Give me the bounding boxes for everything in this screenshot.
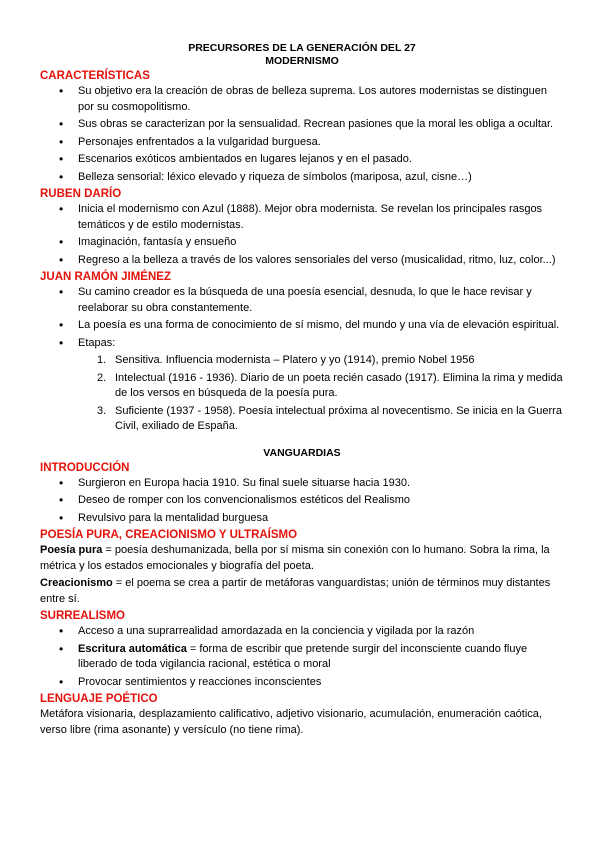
document-title xyxy=(40,42,564,68)
poesia-pura-paragraph xyxy=(40,543,564,574)
numbered-item xyxy=(97,404,564,435)
numbered-item xyxy=(97,371,564,402)
term-label: Escritura automática xyxy=(78,642,187,655)
surrealismo-list xyxy=(40,624,564,690)
list-item: • Su objetivo era la creación de obras de belleza suprema. Los autores modernistas se distinguen por su cosmopolitismo. xyxy=(78,84,564,115)
list-item: • Belleza sensorial: léxico elevado y riqueza de símbolos (mariposa, azul, cisne…) xyxy=(78,170,564,186)
item-number: 2. xyxy=(97,371,107,384)
item-text: Suficiente (1937 - 1958). Poesía intelectual próxima al novecentismo. Se inicia en la Guerra Civil, exiliado de España. xyxy=(115,404,562,432)
section-heading-introduccion: INTRODUCCIÓN xyxy=(40,461,130,474)
list-item xyxy=(78,642,564,673)
section-heading-lenguaje-poetico: LENGUAJE POÉTICO xyxy=(40,693,158,705)
lenguaje-poetico-paragraph: Metáfora visionaria, desplazamiento calificativo, adjetivo visionario, acumulación, enumeración caótica, verso libre (rima asonante) y versículo (no tiene rima). xyxy=(40,708,542,736)
list-item: • Surgieron en Europa hacia 1910. Su final suele situarse hacia 1930. xyxy=(78,476,564,492)
list-item: • Acceso a una suprarrealidad amordazada en la conciencia y vigilada por la razón xyxy=(78,624,564,640)
introduccion-list xyxy=(40,476,564,527)
list-item: • Sus obras se caracterizan por la sensualidad. Recrean pasiones que la moral les obliga a ocultar. xyxy=(78,117,564,133)
list-item: • Escenarios exóticos ambientados en lugares lejanos y en el pasado. xyxy=(78,152,564,168)
list-item: • Inicia el modernismo con Azul (1888). Mejor obra modernista. Se revelan los principales rasgos temáticos y de estilo modernistas. xyxy=(78,202,564,233)
list-item: • Personajes enfrentados a la vulgaridad burguesa. xyxy=(78,135,564,151)
section-heading-caracteristicas: CARACTERÍSTICAS xyxy=(40,70,150,82)
caracteristicas-list xyxy=(40,84,564,185)
vanguardias-title: VANGUARDIAS xyxy=(263,446,341,459)
term-definition: = el poema se crea a partir de metáforas vanguardistas; unión de términos muy distantes entre sí. xyxy=(40,577,551,605)
list-item: • Provocar sentimientos y reacciones inconscientes xyxy=(78,675,564,691)
item-number: 3. xyxy=(97,404,107,417)
section-heading-poesia-pura: POESÍA PURA, CREACIONISMO Y ULTRAÍSMO xyxy=(40,529,298,541)
item-number: 1. xyxy=(97,354,107,366)
ruben-dario-list xyxy=(40,202,564,268)
list-item: • Su camino creador es la búsqueda de una poesía esencial, desnuda, lo que le hace revisar y reelaborar su obra constantemente. xyxy=(78,285,564,316)
title-line-2: MODERNISMO xyxy=(265,55,339,67)
section-heading-ruben-dario: RUBEN DARÍO xyxy=(40,188,122,200)
creacionismo-paragraph xyxy=(40,576,564,607)
title-line-1: PRECURSORES DE LA GENERACIÓN DEL 27 xyxy=(188,42,416,54)
list-item: • Regreso a la belleza a través de los valores sensoriales del verso (musicalidad, ritmo, luz, color...) xyxy=(78,253,564,269)
list-item: • La poesía es una forma de conocimiento de sí mismo, del mundo y una vía de elevación espiritual. xyxy=(78,318,564,334)
list-item: • Deseo de romper con los convencionalismos estéticos del Realismo xyxy=(78,493,564,509)
etapas-list xyxy=(40,353,564,435)
document-page xyxy=(40,42,564,740)
list-item: • Imaginación, fantasía y ensueño xyxy=(78,235,564,251)
term-definition: = poesía deshumanizada, bella por sí misma sin conexión con lo humano. Sobra la rima, la métrica y los estados emocionales y biografía del poeta. xyxy=(40,544,550,572)
item-text: Intelectual (1916 - 1936). Diario de un poeta recién casado (1917). Elimina la rima y medida de los versos en búsqueda de la poesía pura. xyxy=(115,371,563,399)
list-item: • Revulsivo para la mentalidad burguesa xyxy=(78,511,564,527)
section-heading-surrealismo: SURREALISMO xyxy=(40,610,125,622)
numbered-item xyxy=(97,353,564,369)
section-heading-juan-ramon: JUAN RAMÓN JIMÉNEZ xyxy=(40,271,171,283)
item-text: Sensitiva. Influencia modernista – Platero y yo (1914), premio Nobel 1956 xyxy=(115,354,475,366)
juan-ramon-list xyxy=(40,285,564,351)
term-label: Poesía pura xyxy=(40,544,103,556)
list-item: • Etapas: xyxy=(78,336,564,352)
term-definition: = forma de escribir que pretende surgir del inconsciente cuando fluye liberado de toda vigilancia racional, estética o moral xyxy=(78,642,528,670)
term-label: Creacionismo xyxy=(40,577,113,589)
